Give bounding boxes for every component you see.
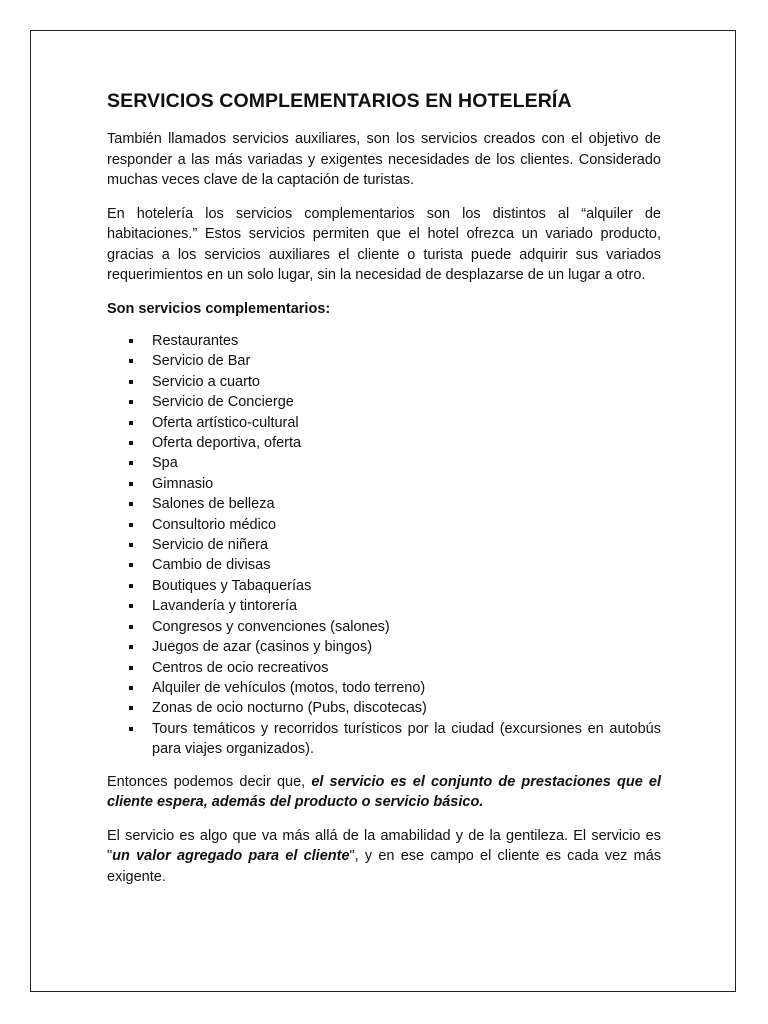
- document-title: SERVICIOS COMPLEMENTARIOS EN HOTELERÍA: [107, 90, 572, 112]
- square-bullet-icon: [129, 502, 133, 506]
- square-bullet-icon: [129, 380, 133, 384]
- square-bullet-icon: [129, 400, 133, 404]
- list-item-text: Servicio de Bar: [152, 353, 251, 370]
- square-bullet-icon: [129, 727, 133, 731]
- list-item: [107, 535, 661, 555]
- square-bullet-icon: [129, 359, 133, 363]
- list-item: [107, 576, 661, 596]
- list-item: [107, 698, 661, 718]
- list-item: [107, 596, 661, 616]
- list-item-text: Oferta artístico-cultural: [152, 414, 299, 431]
- list-item-text: Boutiques y Tabaquerías: [152, 577, 312, 594]
- list-item-text: Juegos de azar (casinos y bingos): [152, 639, 373, 656]
- square-bullet-icon: [129, 339, 133, 343]
- square-bullet-icon: [129, 686, 133, 690]
- list-item-text: Servicio de Concierge: [152, 394, 294, 411]
- list-item-text: Servicio a cuarto: [152, 373, 260, 390]
- value-added-after: ", y en ese campo el cliente es cada vez más exigente.: [107, 848, 662, 885]
- list-item-text: Centros de ocio recreativos: [152, 659, 329, 676]
- list-item-text: Congresos y convenciones (salones): [152, 618, 390, 635]
- list-item: [107, 617, 661, 637]
- value-added-emphasis: un valor agregado para el cliente: [112, 848, 350, 865]
- list-item: [107, 331, 661, 351]
- square-bullet-icon: [129, 625, 133, 629]
- list-item-text: Salones de belleza: [152, 496, 275, 513]
- square-bullet-icon: [129, 461, 133, 465]
- list-item-text: Cambio de divisas: [152, 557, 271, 574]
- list-item: [107, 719, 661, 760]
- list-item: [107, 678, 661, 698]
- list-item-text: Lavandería y tintorería: [152, 598, 298, 615]
- paragraph-conclusion: [107, 772, 661, 813]
- list-item-text: Consultorio médico: [152, 516, 277, 533]
- document-page: [30, 30, 736, 992]
- list-item: [107, 637, 661, 657]
- list-item: [107, 351, 661, 371]
- list-item-text: Zonas de ocio nocturno (Pubs, discotecas): [152, 700, 427, 717]
- square-bullet-icon: [129, 482, 133, 486]
- square-bullet-icon: [129, 523, 133, 527]
- square-bullet-icon: [129, 706, 133, 710]
- list-item-text: Alquiler de vehículos (motos, todo terreno): [152, 679, 426, 696]
- list-item: [107, 515, 661, 535]
- list-item: [107, 658, 661, 678]
- list-item: [107, 474, 661, 494]
- services-list-heading: Son servicios complementarios:: [107, 300, 331, 317]
- list-item: [107, 555, 661, 575]
- paragraph-hotel-services: En hotelería los servicios complementarios son los distintos al “alquiler de habitaciones.” Estos servicios permiten que el hotel ofrezca un variado producto, gracias a los servicios auxiliares el cliente o turista puede adquirir sus variados requerimientos en un solo lugar, sin la necesidad de desplazarse de un lugar a otro.: [107, 205, 661, 283]
- square-bullet-icon: [129, 645, 133, 649]
- square-bullet-icon: [129, 563, 133, 567]
- square-bullet-icon: [129, 543, 133, 547]
- paragraph-value-added: [107, 826, 661, 888]
- services-list: [107, 331, 661, 760]
- list-item: [107, 494, 661, 514]
- list-item-text: Servicio de niñera: [152, 537, 269, 554]
- square-bullet-icon: [129, 421, 133, 425]
- conclusion-emphasis: el servicio es el conjunto de prestaciones que el cliente espera, además del producto o servicio básico.: [107, 773, 661, 811]
- square-bullet-icon: [129, 584, 133, 588]
- conclusion-intro: Entonces podemos decir que,: [107, 773, 312, 790]
- square-bullet-icon: [129, 441, 133, 445]
- list-item-text: Gimnasio: [152, 475, 214, 492]
- list-item-text: Tours temáticos y recorridos turísticos por la ciudad (excursiones en autobús para viajes organizados).: [152, 720, 661, 758]
- list-item: [107, 453, 661, 473]
- paragraph-definition: También llamados servicios auxiliares, son los servicios creados con el objetivo de responder a las más variadas y exigentes necesidades de los clientes. Considerado muchas veces clave de la captación de turistas.: [107, 131, 661, 188]
- list-item: [107, 372, 661, 392]
- value-added-before: El servicio es algo que va más allá de la amabilidad y de la gentileza. El servicio es ": [107, 827, 661, 865]
- list-item-text: Oferta deportiva, oferta: [152, 435, 302, 452]
- list-item-text: Restaurantes: [152, 333, 239, 349]
- document-content: [107, 89, 661, 900]
- list-item: [107, 413, 661, 433]
- list-item-text: Spa: [152, 455, 178, 472]
- square-bullet-icon: [129, 604, 133, 608]
- square-bullet-icon: [129, 666, 133, 670]
- list-item: [107, 433, 661, 453]
- list-item: [107, 392, 661, 412]
